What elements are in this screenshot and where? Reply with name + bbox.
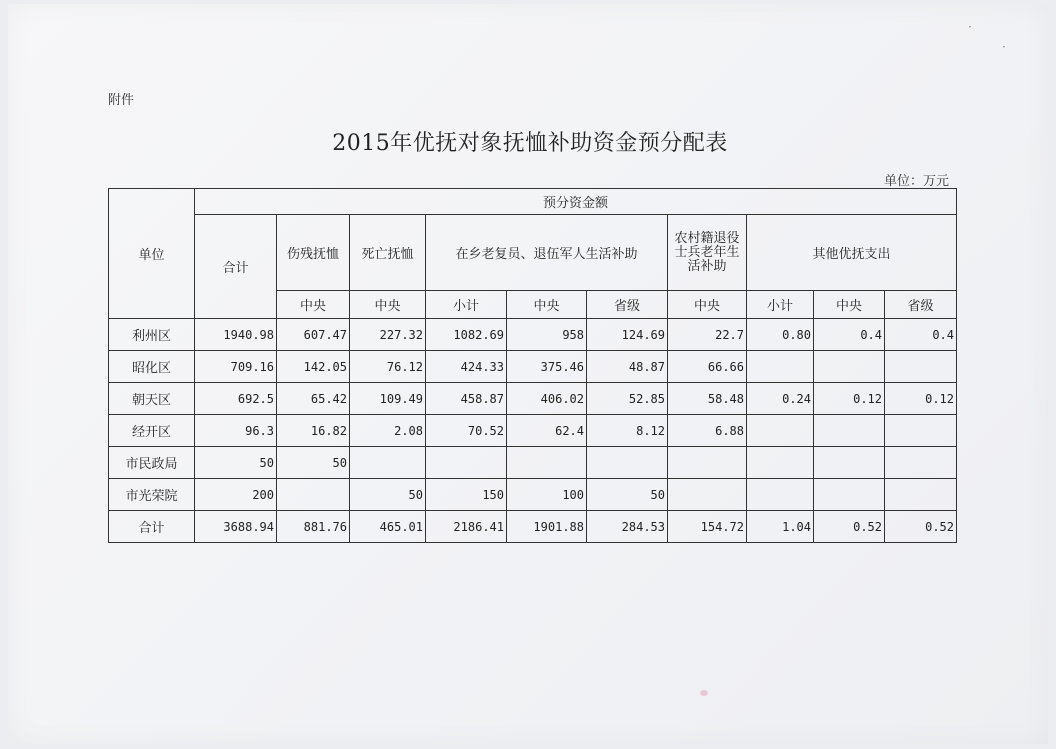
table-cell: 70.52 — [426, 415, 507, 447]
table-cell — [587, 447, 668, 479]
table-cell: 150 — [426, 479, 507, 511]
table-cell: 100 — [507, 479, 587, 511]
table-cell: 958 — [507, 319, 587, 351]
table-cell — [507, 447, 587, 479]
header-row-1 — [109, 189, 957, 215]
subheader-cell: 省级 — [885, 291, 957, 319]
table-cell — [747, 351, 814, 383]
table-cell: 375.46 — [507, 351, 587, 383]
table-cell — [668, 479, 747, 511]
scan-speck: · — [1002, 40, 1006, 54]
table-cell: 2.08 — [350, 415, 426, 447]
table-cell: 52.85 — [587, 383, 668, 415]
subheader-cell: 中央 — [277, 291, 350, 319]
table-cell: 48.87 — [587, 351, 668, 383]
header-disabled: 伤残抚恤 — [277, 215, 350, 291]
row-unit-name: 利州区 — [109, 319, 195, 351]
table-cell: 0.4 — [814, 319, 885, 351]
row-unit-name: 市光荣院 — [109, 479, 195, 511]
table-row — [109, 351, 957, 383]
page-title: 2015年优抚对象抚恤补助资金预分配表 — [332, 131, 728, 156]
table-cell: 154.72 — [668, 511, 747, 543]
row-unit-name: 合计 — [109, 511, 195, 543]
table-cell — [747, 447, 814, 479]
table-cell: 881.76 — [277, 511, 350, 543]
table-row — [109, 383, 957, 415]
table-cell — [350, 447, 426, 479]
table-cell — [277, 479, 350, 511]
table-row — [109, 479, 957, 511]
paper-stain — [700, 690, 708, 696]
allocation-table — [108, 188, 957, 543]
table-cell: 1940.98 — [195, 319, 277, 351]
header-row-2 — [109, 215, 957, 291]
table-cell: 58.48 — [668, 383, 747, 415]
unit-label: 单位：万元 — [884, 174, 950, 189]
table-cell — [814, 447, 885, 479]
table-cell — [814, 351, 885, 383]
table-cell: 0.52 — [814, 511, 885, 543]
table-cell: 0.80 — [747, 319, 814, 351]
header-total: 合计 — [195, 215, 277, 319]
subheader-cell: 中央 — [668, 291, 747, 319]
table-cell — [885, 415, 957, 447]
header-death: 死亡抚恤 — [350, 215, 426, 291]
table-cell: 50 — [277, 447, 350, 479]
table-cell: 50 — [350, 479, 426, 511]
table-cell: 227.32 — [350, 319, 426, 351]
table-cell: 424.33 — [426, 351, 507, 383]
table-row — [109, 511, 957, 543]
table-cell: 1.04 — [747, 511, 814, 543]
table-cell: 142.05 — [277, 351, 350, 383]
table-cell — [885, 479, 957, 511]
table-cell: 62.4 — [507, 415, 587, 447]
subheader-cell: 小计 — [747, 291, 814, 319]
table-cell: 284.53 — [587, 511, 668, 543]
table-cell: 0.12 — [814, 383, 885, 415]
header-veterans: 在乡老复员、退伍军人生活补助 — [426, 215, 668, 291]
table-cell: 465.01 — [350, 511, 426, 543]
table-cell: 109.49 — [350, 383, 426, 415]
table-cell: 458.87 — [426, 383, 507, 415]
table-cell — [747, 415, 814, 447]
table-cell: 0.4 — [885, 319, 957, 351]
table-cell — [885, 351, 957, 383]
row-unit-name: 市民政局 — [109, 447, 195, 479]
table-cell — [668, 447, 747, 479]
table-cell — [747, 479, 814, 511]
subheader-cell: 中央 — [507, 291, 587, 319]
table-cell: 8.12 — [587, 415, 668, 447]
subheader-cell: 中央 — [814, 291, 885, 319]
subheader-cell: 省级 — [587, 291, 668, 319]
table-cell: 96.3 — [195, 415, 277, 447]
row-unit-name: 朝天区 — [109, 383, 195, 415]
table-row — [109, 415, 957, 447]
table-cell: 0.24 — [747, 383, 814, 415]
attachment-label: 附件 — [108, 93, 135, 108]
table-cell: 1901.88 — [507, 511, 587, 543]
table-cell: 66.66 — [668, 351, 747, 383]
table-cell: 1082.69 — [426, 319, 507, 351]
subheader-cell: 中央 — [350, 291, 426, 319]
row-unit-name: 经开区 — [109, 415, 195, 447]
table-cell — [814, 479, 885, 511]
scan-speck: · — [968, 20, 972, 34]
table-body — [109, 319, 957, 543]
header-group: 预分资金额 — [195, 189, 957, 215]
row-unit-name: 昭化区 — [109, 351, 195, 383]
table-cell: 692.5 — [195, 383, 277, 415]
subheader-cell: 小计 — [426, 291, 507, 319]
table-cell: 6.88 — [668, 415, 747, 447]
header-unit: 单位 — [109, 189, 195, 319]
table-cell — [885, 447, 957, 479]
table-cell: 0.52 — [885, 511, 957, 543]
table-cell: 3688.94 — [195, 511, 277, 543]
table-cell — [426, 447, 507, 479]
table-cell: 406.02 — [507, 383, 587, 415]
table-cell: 124.69 — [587, 319, 668, 351]
header-other: 其他优抚支出 — [747, 215, 957, 291]
table-cell: 709.16 — [195, 351, 277, 383]
table-cell: 16.82 — [277, 415, 350, 447]
table-cell: 76.12 — [350, 351, 426, 383]
header-rural: 农村籍退役士兵老年生活补助 — [668, 215, 747, 291]
table-cell: 607.47 — [277, 319, 350, 351]
table-cell: 65.42 — [277, 383, 350, 415]
table-cell: 200 — [195, 479, 277, 511]
table-row — [109, 319, 957, 351]
table-cell — [814, 415, 885, 447]
table-cell: 22.7 — [668, 319, 747, 351]
table-cell: 2186.41 — [426, 511, 507, 543]
table-cell: 0.12 — [885, 383, 957, 415]
table-cell: 50 — [195, 447, 277, 479]
table-cell: 50 — [587, 479, 668, 511]
table-row — [109, 447, 957, 479]
